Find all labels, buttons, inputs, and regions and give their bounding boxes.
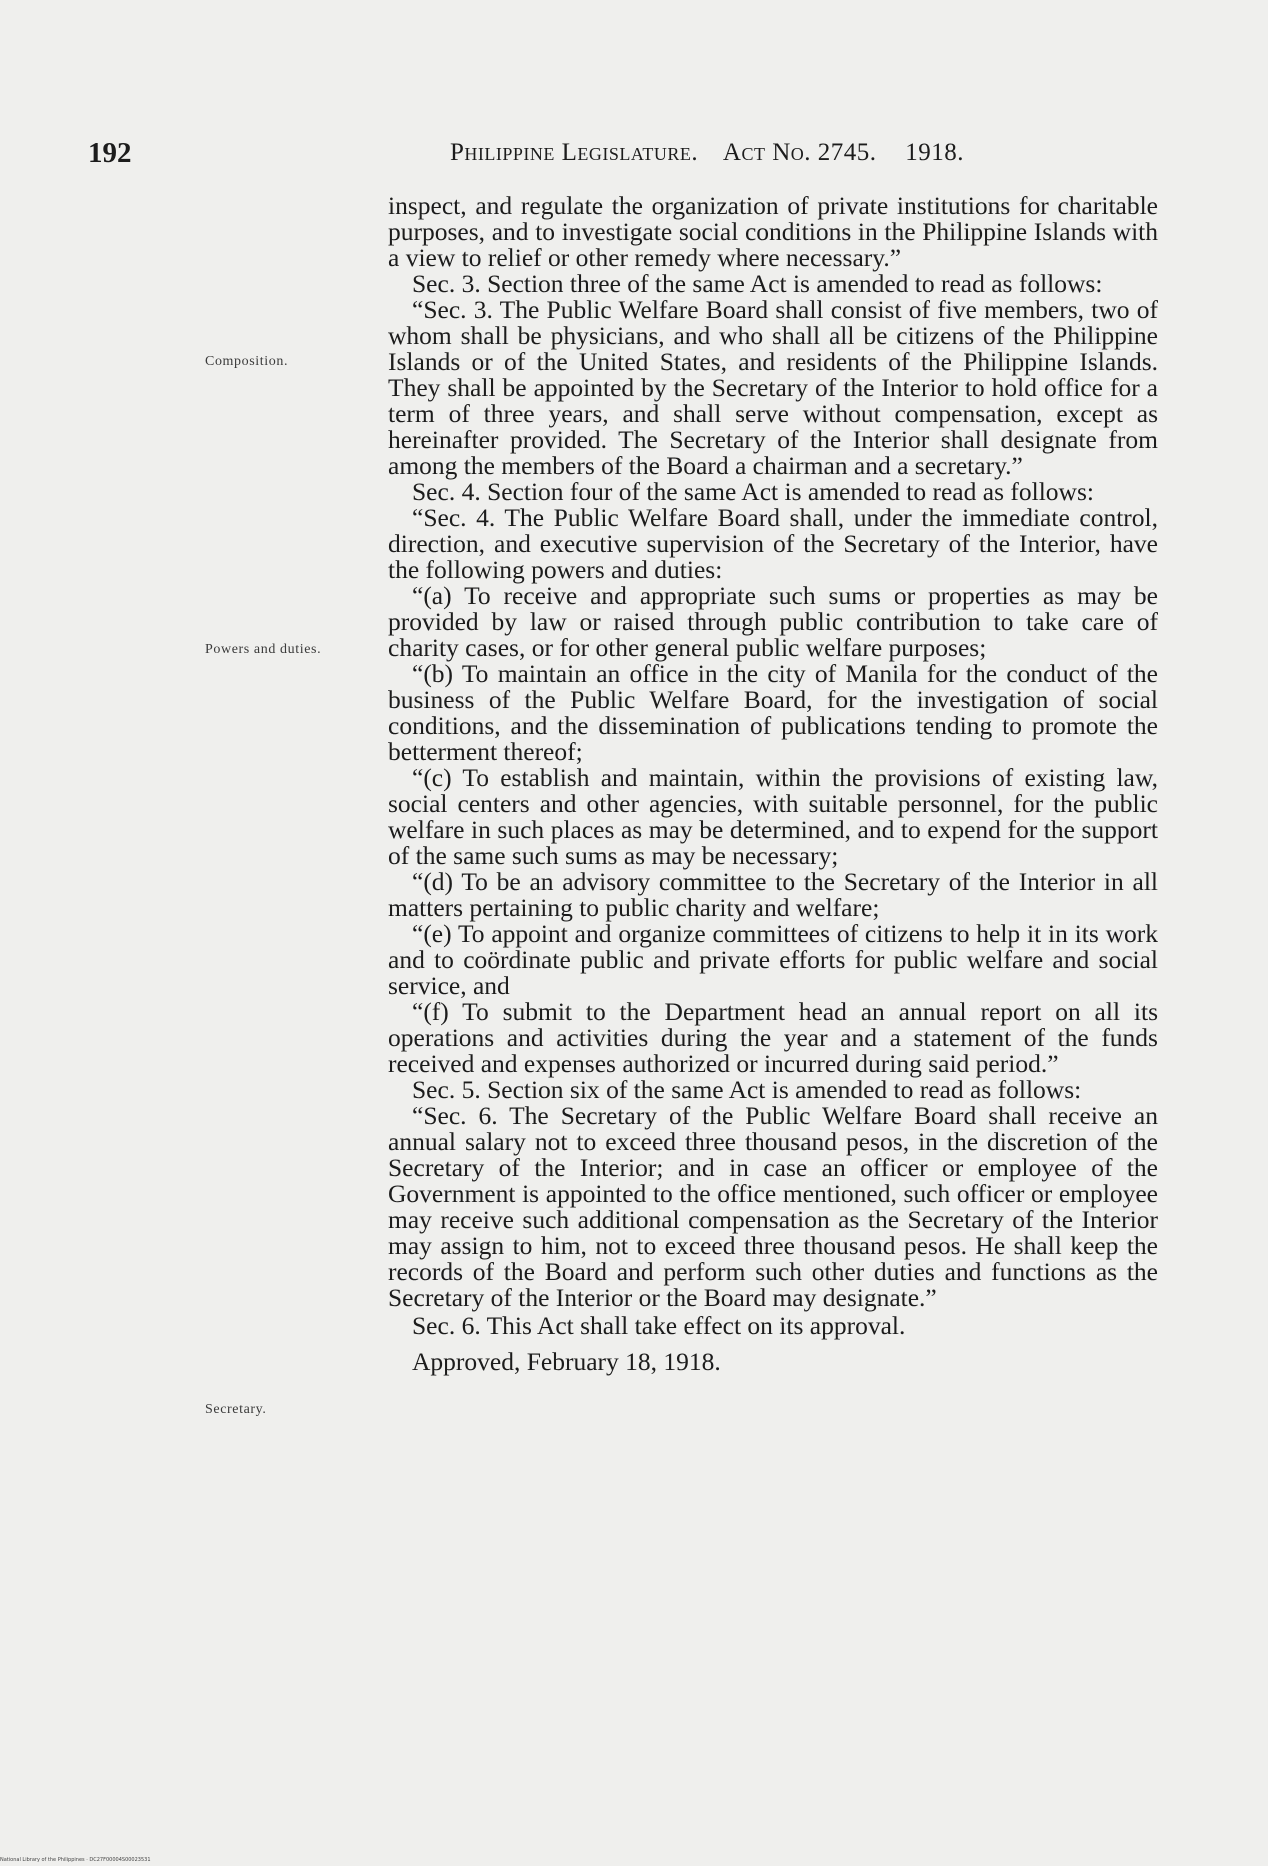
paragraph-clause-a: “(a) To receive and appropriate such sums or properties as may be provided by law or raised through public contribution to take care of charity cases, or for other general public welfare purposes;	[388, 581, 1158, 662]
margin-note-composition: Composition.	[205, 354, 289, 369]
act-body	[388, 193, 1158, 1375]
paragraph-sec4-amendment: Sec. 4. Section four of the same Act is amended to read as follows:	[412, 477, 1094, 506]
scan-credit: National Library of the Philippines · DC27F00004S00023531	[0, 1857, 151, 1863]
running-title: Philippine Legislature.	[450, 139, 699, 166]
approval-date: Approved, February 18, 1918.	[412, 1347, 721, 1376]
paragraph-clause-f: “(f) To submit to the Department head an annual report on all its operations and activities during the year and a statement of the funds received and expenses authorized or incurred during said period.”	[388, 997, 1158, 1078]
paragraph-clause-e: “(e) To appoint and organize committees of citizens to help it in its work and to coördinate public and private efforts for public welfare and social service, and	[388, 919, 1158, 1000]
margin-note-powers: Powers and duties.	[205, 642, 322, 657]
paragraph-sec4-text: “Sec. 4. The Public Welfare Board shall, under the immediate control, direction, and executive supervision of the Secretary of the Interior, have the following powers and duties:	[388, 503, 1158, 584]
paragraph-effectivity: Sec. 6. This Act shall take effect on its approval.	[412, 1311, 906, 1340]
paragraph-sec3-text: “Sec. 3. The Public Welfare Board shall consist of five members, two of whom shall be physicians, and who shall all be citizens of the Philippine Islands or of the United States, and residents of the Philippine Islands. They shall be appointed by the Secretary of the Interior to hold office for a term of three years, and shall serve without compensation, except as hereinafter provided. The Secretary of the Interior shall designate from among the members of the Board a chairman and a secretary.”	[388, 295, 1158, 480]
running-head	[450, 139, 964, 167]
act-number: Act No. 2745.	[722, 139, 877, 166]
paragraph-clause-b: “(b) To maintain an office in the city of Manila for the conduct of the business of the Public Welfare Board, for the investigation of social conditions, and the dissemination of publications tending to promote the betterment thereof;	[388, 659, 1158, 766]
paragraph-sec3-amendment: Sec. 3. Section three of the same Act is amended to read as follows:	[412, 269, 1103, 298]
paragraph-sec5-amendment: Sec. 5. Section six of the same Act is amended to read as follows:	[412, 1075, 1082, 1104]
year: 1918.	[905, 139, 965, 166]
paragraph-sec6-text: “Sec. 6. The Secretary of the Public Welfare Board shall receive an annual salary not to exceed three thousand pesos, in the discretion of the Secretary of the Interior; and in case an officer or employee of the Government is appointed to the office mentioned, such officer or employee may receive such additional compensation as the Secretary of the Interior may assign to him, not to exceed three thousand pesos. He shall keep the records of the Board and perform such other duties and functions as the Secretary of the Interior or the Board may designate.”	[388, 1101, 1158, 1312]
paragraph-continuation: inspect, and regulate the organization of private institutions for charitable purposes, and to investigate social conditions in the Philippine Islands with a view to relief or other remedy where necessary.”	[388, 191, 1158, 272]
paragraph-clause-c: “(c) To establish and maintain, within the provisions of existing law, social centers and other agencies, with suitable personnel, for the public welfare in such places as may be determined, and to expend for the support of the same such sums as may be necessary;	[388, 763, 1158, 870]
margin-note-secretary: Secretary.	[205, 1402, 267, 1417]
page-number: 192	[88, 137, 132, 169]
paragraph-clause-d: “(d) To be an advisory committee to the Secretary of the Interior in all matters pertaining to public charity and welfare;	[388, 867, 1158, 922]
